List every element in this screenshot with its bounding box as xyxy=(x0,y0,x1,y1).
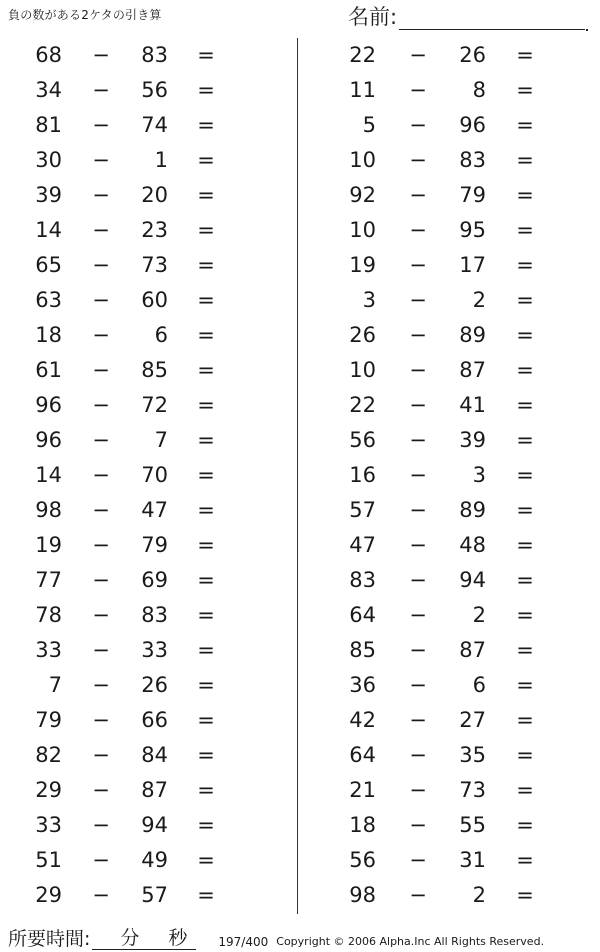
minuend: 98 xyxy=(349,883,376,907)
minus-sign: − xyxy=(92,533,110,557)
equals-sign: = xyxy=(197,288,215,312)
minuend: 18 xyxy=(35,323,62,347)
problem-row xyxy=(318,143,578,178)
subtrahend: 26 xyxy=(141,673,168,697)
problem-row xyxy=(0,353,260,388)
problem-row xyxy=(318,598,578,633)
subtrahend: 47 xyxy=(141,498,168,522)
problem-row xyxy=(318,668,578,703)
subtrahend: 27 xyxy=(459,708,486,732)
minuend: 96 xyxy=(35,393,62,417)
subtrahend: 41 xyxy=(459,393,486,417)
minus-sign: − xyxy=(92,288,110,312)
equals-sign: = xyxy=(516,78,534,102)
minus-sign: − xyxy=(92,358,110,382)
minuend: 29 xyxy=(35,883,62,907)
minus-sign: − xyxy=(409,813,427,837)
subtrahend: 2 xyxy=(472,883,486,907)
subtrahend: 20 xyxy=(141,183,168,207)
minus-sign: − xyxy=(92,848,110,872)
minus-sign: − xyxy=(92,43,110,67)
subtrahend: 72 xyxy=(141,393,168,417)
minuend: 10 xyxy=(349,148,376,172)
equals-sign: = xyxy=(516,323,534,347)
equals-sign: = xyxy=(197,43,215,67)
minutes-label: 分 xyxy=(120,927,140,949)
minus-sign: − xyxy=(409,883,427,907)
equals-sign: = xyxy=(197,323,215,347)
problem-row xyxy=(0,423,260,458)
minuend: 14 xyxy=(35,218,62,242)
problem-row xyxy=(318,563,578,598)
subtrahend: 66 xyxy=(141,708,168,732)
problem-row xyxy=(318,108,578,143)
problem-row xyxy=(318,283,578,318)
worksheet-title: 負の数がある2ケタの引き算 xyxy=(8,8,162,22)
minus-sign: − xyxy=(92,218,110,242)
subtrahend: 83 xyxy=(141,603,168,627)
minus-sign: − xyxy=(92,743,110,767)
minuend: 33 xyxy=(35,813,62,837)
minuend: 47 xyxy=(349,533,376,557)
equals-sign: = xyxy=(197,218,215,242)
equals-sign: = xyxy=(516,288,534,312)
minus-sign: − xyxy=(92,78,110,102)
subtrahend: 6 xyxy=(154,323,168,347)
equals-sign: = xyxy=(197,183,215,207)
problem-row xyxy=(0,878,260,913)
equals-sign: = xyxy=(516,638,534,662)
name-field-group xyxy=(348,4,585,30)
minuend: 14 xyxy=(35,463,62,487)
minus-sign: − xyxy=(409,148,427,172)
minuend: 77 xyxy=(35,568,62,592)
minuend: 64 xyxy=(349,743,376,767)
subtrahend: 89 xyxy=(459,498,486,522)
minus-sign: − xyxy=(92,883,110,907)
minuend: 51 xyxy=(35,848,62,872)
minus-sign: − xyxy=(409,778,427,802)
minuend: 39 xyxy=(35,183,62,207)
minus-sign: − xyxy=(409,533,427,557)
minuend: 65 xyxy=(35,253,62,277)
subtrahend: 85 xyxy=(141,358,168,382)
problem-row xyxy=(318,38,578,73)
minuend: 82 xyxy=(35,743,62,767)
equals-sign: = xyxy=(197,113,215,137)
minuend: 26 xyxy=(349,323,376,347)
problem-row xyxy=(0,108,260,143)
problem-row xyxy=(318,703,578,738)
minus-sign: − xyxy=(92,323,110,347)
minus-sign: − xyxy=(409,498,427,522)
minus-sign: − xyxy=(92,778,110,802)
minuend: 11 xyxy=(349,78,376,102)
minus-sign: − xyxy=(409,323,427,347)
subtrahend: 89 xyxy=(459,323,486,347)
minus-sign: − xyxy=(92,148,110,172)
minus-sign: − xyxy=(409,183,427,207)
equals-sign: = xyxy=(197,813,215,837)
equals-sign: = xyxy=(516,113,534,137)
minus-sign: − xyxy=(92,568,110,592)
subtrahend: 6 xyxy=(472,673,486,697)
problem-row xyxy=(0,318,260,353)
minus-sign: − xyxy=(409,393,427,417)
subtrahend: 95 xyxy=(459,218,486,242)
problem-row xyxy=(0,73,260,108)
problem-row xyxy=(0,563,260,598)
problem-row xyxy=(0,633,260,668)
subtrahend: 73 xyxy=(459,778,486,802)
subtrahend: 1 xyxy=(154,148,168,172)
minuend: 96 xyxy=(35,428,62,452)
equals-sign: = xyxy=(197,883,215,907)
problem-row xyxy=(0,38,260,73)
equals-sign: = xyxy=(197,78,215,102)
minuend: 34 xyxy=(35,78,62,102)
equals-sign: = xyxy=(516,463,534,487)
problem-row xyxy=(0,843,260,878)
subtrahend: 83 xyxy=(141,43,168,67)
problem-row xyxy=(0,528,260,563)
subtrahend: 87 xyxy=(459,358,486,382)
problem-row xyxy=(318,73,578,108)
equals-sign: = xyxy=(516,183,534,207)
minuend: 21 xyxy=(349,778,376,802)
subtrahend: 39 xyxy=(459,428,486,452)
equals-sign: = xyxy=(197,393,215,417)
equals-sign: = xyxy=(197,638,215,662)
equals-sign: = xyxy=(516,498,534,522)
equals-sign: = xyxy=(197,148,215,172)
subtrahend: 70 xyxy=(141,463,168,487)
subtrahend: 87 xyxy=(459,638,486,662)
problem-row xyxy=(318,633,578,668)
equals-sign: = xyxy=(197,708,215,732)
problem-row xyxy=(318,353,578,388)
subtrahend: 69 xyxy=(141,568,168,592)
problem-row xyxy=(0,283,260,318)
minuend: 3 xyxy=(362,288,376,312)
subtrahend: 94 xyxy=(141,813,168,837)
equals-sign: = xyxy=(516,148,534,172)
subtrahend: 8 xyxy=(472,78,486,102)
problem-row xyxy=(0,808,260,843)
equals-sign: = xyxy=(197,428,215,452)
minuend: 61 xyxy=(35,358,62,382)
subtrahend: 60 xyxy=(141,288,168,312)
problem-row xyxy=(318,773,578,808)
minus-sign: − xyxy=(409,743,427,767)
equals-sign: = xyxy=(516,218,534,242)
minuend: 19 xyxy=(349,253,376,277)
problem-row xyxy=(0,388,260,423)
minus-sign: − xyxy=(92,428,110,452)
equals-sign: = xyxy=(516,568,534,592)
equals-sign: = xyxy=(197,673,215,697)
minuend: 29 xyxy=(35,778,62,802)
minus-sign: − xyxy=(92,183,110,207)
minus-sign: − xyxy=(92,393,110,417)
minuend: 98 xyxy=(35,498,62,522)
page-number: 197/400 xyxy=(218,935,269,949)
equals-sign: = xyxy=(197,463,215,487)
equals-sign: = xyxy=(197,498,215,522)
minus-sign: − xyxy=(409,78,427,102)
subtrahend: 17 xyxy=(459,253,486,277)
minuend: 10 xyxy=(349,218,376,242)
subtrahend: 2 xyxy=(472,603,486,627)
minuend: 57 xyxy=(349,498,376,522)
subtrahend: 55 xyxy=(459,813,486,837)
equals-sign: = xyxy=(516,533,534,557)
minus-sign: − xyxy=(409,218,427,242)
subtrahend: 84 xyxy=(141,743,168,767)
equals-sign: = xyxy=(516,43,534,67)
minuend: 85 xyxy=(349,638,376,662)
minuend: 30 xyxy=(35,148,62,172)
minuend: 92 xyxy=(349,183,376,207)
subtrahend: 73 xyxy=(141,253,168,277)
minuend: 81 xyxy=(35,113,62,137)
time-taken-label: 所要時間: xyxy=(8,928,91,950)
problem-row xyxy=(318,878,578,913)
minus-sign: − xyxy=(409,463,427,487)
equals-sign: = xyxy=(516,253,534,277)
footer xyxy=(8,924,594,950)
equals-sign: = xyxy=(197,358,215,382)
subtrahend: 33 xyxy=(141,638,168,662)
problem-row xyxy=(0,213,260,248)
minuend: 36 xyxy=(349,673,376,697)
time-taken-field xyxy=(92,927,196,950)
minus-sign: − xyxy=(409,848,427,872)
equals-sign: = xyxy=(516,428,534,452)
seconds-label: 秒 xyxy=(168,927,188,949)
equals-sign: = xyxy=(516,778,534,802)
minuend: 79 xyxy=(35,708,62,732)
problem-row xyxy=(318,843,578,878)
minus-sign: − xyxy=(92,498,110,522)
equals-sign: = xyxy=(197,253,215,277)
problem-row xyxy=(318,808,578,843)
equals-sign: = xyxy=(197,778,215,802)
equals-sign: = xyxy=(516,358,534,382)
subtrahend: 96 xyxy=(459,113,486,137)
minuend: 68 xyxy=(35,43,62,67)
problem-row xyxy=(318,458,578,493)
minus-sign: − xyxy=(92,463,110,487)
problem-row xyxy=(0,458,260,493)
problem-row xyxy=(0,143,260,178)
equals-sign: = xyxy=(516,673,534,697)
problem-row xyxy=(0,703,260,738)
problem-row xyxy=(0,178,260,213)
minus-sign: − xyxy=(92,813,110,837)
subtrahend: 26 xyxy=(459,43,486,67)
problem-row xyxy=(0,598,260,633)
minus-sign: − xyxy=(409,568,427,592)
equals-sign: = xyxy=(516,883,534,907)
minus-sign: − xyxy=(92,708,110,732)
problem-row xyxy=(318,738,578,773)
equals-sign: = xyxy=(197,848,215,872)
minus-sign: − xyxy=(409,603,427,627)
minuend: 16 xyxy=(349,463,376,487)
subtrahend: 87 xyxy=(141,778,168,802)
left-problem-column xyxy=(0,38,260,913)
minuend: 83 xyxy=(349,568,376,592)
equals-sign: = xyxy=(197,743,215,767)
subtrahend: 35 xyxy=(459,743,486,767)
minuend: 56 xyxy=(349,848,376,872)
minus-sign: − xyxy=(92,113,110,137)
minuend: 78 xyxy=(35,603,62,627)
minus-sign: − xyxy=(92,253,110,277)
minus-sign: − xyxy=(409,708,427,732)
equals-sign: = xyxy=(516,743,534,767)
problem-row xyxy=(318,318,578,353)
minuend: 19 xyxy=(35,533,62,557)
minuend: 7 xyxy=(48,673,62,697)
minus-sign: − xyxy=(409,113,427,137)
problem-row xyxy=(0,773,260,808)
problem-row xyxy=(318,248,578,283)
minus-sign: − xyxy=(409,673,427,697)
subtrahend: 79 xyxy=(141,533,168,557)
subtrahend: 48 xyxy=(459,533,486,557)
equals-sign: = xyxy=(197,568,215,592)
minus-sign: − xyxy=(409,428,427,452)
subtrahend: 74 xyxy=(141,113,168,137)
problem-row xyxy=(0,668,260,703)
minus-sign: − xyxy=(92,603,110,627)
minuend: 18 xyxy=(349,813,376,837)
subtrahend: 83 xyxy=(459,148,486,172)
subtrahend: 3 xyxy=(472,463,486,487)
minuend: 10 xyxy=(349,358,376,382)
equals-sign: = xyxy=(516,708,534,732)
equals-sign: = xyxy=(197,603,215,627)
minuend: 64 xyxy=(349,603,376,627)
subtrahend: 31 xyxy=(459,848,486,872)
subtrahend: 2 xyxy=(472,288,486,312)
subtrahend: 57 xyxy=(141,883,168,907)
minuend: 22 xyxy=(349,393,376,417)
minuend: 33 xyxy=(35,638,62,662)
equals-sign: = xyxy=(516,603,534,627)
minuend: 63 xyxy=(35,288,62,312)
minus-sign: − xyxy=(92,673,110,697)
problem-row xyxy=(0,738,260,773)
copyright-notice: Copyright © 2006 Alpha.Inc All Rights Reserved. xyxy=(276,935,545,948)
subtrahend: 7 xyxy=(154,428,168,452)
name-field-line xyxy=(399,9,585,30)
subtrahend: 49 xyxy=(141,848,168,872)
problem-row xyxy=(318,528,578,563)
subtrahend: 23 xyxy=(141,218,168,242)
equals-sign: = xyxy=(516,393,534,417)
column-divider xyxy=(297,38,298,914)
equals-sign: = xyxy=(516,813,534,837)
minuend: 5 xyxy=(362,113,376,137)
minuend: 22 xyxy=(349,43,376,67)
minus-sign: − xyxy=(409,43,427,67)
subtrahend: 56 xyxy=(141,78,168,102)
minus-sign: − xyxy=(92,638,110,662)
minus-sign: − xyxy=(409,638,427,662)
minus-sign: − xyxy=(409,253,427,277)
minuend: 56 xyxy=(349,428,376,452)
equals-sign: = xyxy=(516,848,534,872)
right-problem-column xyxy=(318,38,578,913)
subtrahend: 79 xyxy=(459,183,486,207)
name-label: 名前: xyxy=(348,5,398,29)
minus-sign: − xyxy=(409,358,427,382)
minus-sign: − xyxy=(409,288,427,312)
problem-row xyxy=(318,423,578,458)
problem-row xyxy=(0,248,260,283)
problem-row xyxy=(0,493,260,528)
subtrahend: 94 xyxy=(459,568,486,592)
minuend: 42 xyxy=(349,708,376,732)
problem-row xyxy=(318,213,578,248)
problem-row xyxy=(318,178,578,213)
problem-row xyxy=(318,388,578,423)
problem-row xyxy=(318,493,578,528)
equals-sign: = xyxy=(197,533,215,557)
